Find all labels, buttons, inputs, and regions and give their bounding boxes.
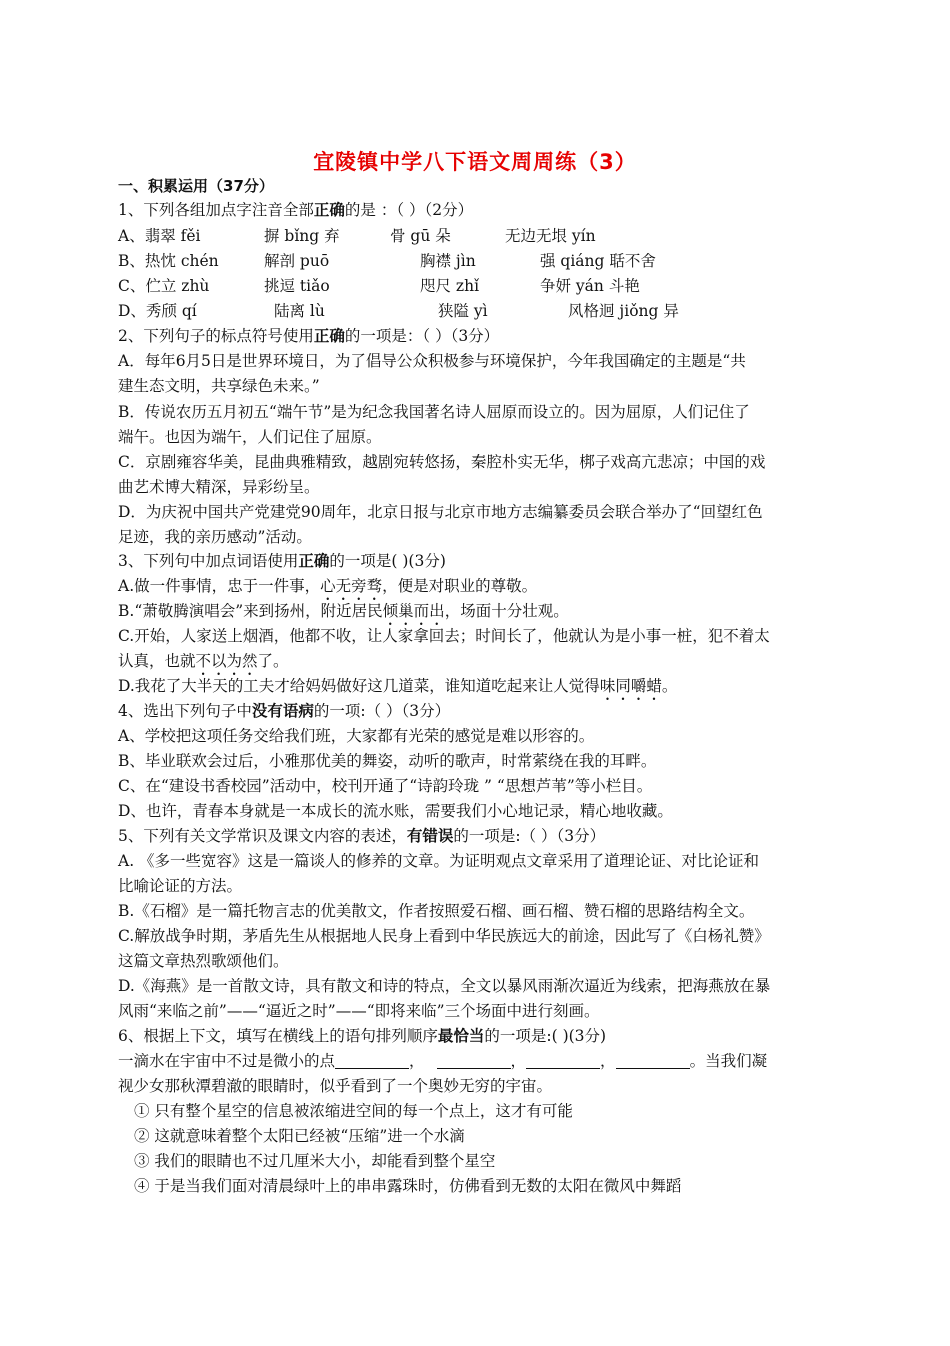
question-6-stem: 6、根据上下文，填写在横线上的语句排列顺序最恰当的一项是:( )(3分) [118, 1027, 607, 1045]
dotted-term: 心无旁骛 [320, 577, 383, 595]
q5-text-line: 这篇文章热烈歌颂他们。 [118, 952, 289, 970]
q1-option-d: D、秀颀 qí 陆离 lù 狭隘 yì 风格迥 jiǒng 异 [118, 302, 679, 320]
q6-option: ① 只有整个星空的信息被浓缩进空间的每一个点上，这才有可能 [134, 1102, 573, 1120]
q6-fill-sentence: 一滴水在宇宙中不过是微小的点 ， ， ， 。当我们凝 [118, 1052, 768, 1070]
q2-text-line: C．京剧雍容华美，昆曲典雅精致，越剧宛转悠扬，秦腔朴实无华，梆子戏高亢悲凉；中国的戏 [118, 453, 766, 471]
q5-text-line: 风雨“来临之前”——“逼近之时”——“即将来临”三个场面中进行刻画。 [118, 1002, 600, 1020]
emphasis: 有错误 [406, 827, 454, 845]
q6-option: ② 这就意味着整个太阳已经被“压缩”进一个水滴 [134, 1127, 465, 1145]
q6-option: ③ 我们的眼睛也不过几厘米大小，却能看到整个星空 [134, 1152, 496, 1170]
q2-text-line: A．每年6月5日是世界环境日，为了倡导公众积极参与环境保护，今年我国确定的主题是“共 [118, 352, 746, 370]
q3-option-c: C.开始，人家送上烟酒，他都不收，让人家拿回去；时间长了，他就认为是小事一桩，犯不着太 [118, 627, 770, 645]
q3-option-b: B.“萧敬腾演唱会”来到扬州，附近居民倾巢而出，场面十分壮观。 [118, 602, 569, 620]
page-title: 宜陵镇中学八下语文周周练（3） [313, 150, 637, 174]
q1-option-a: A、翡翠 fěi 摒 bǐng 弃 骨 gū 朵 无边无垠 yín [118, 227, 596, 245]
q3-option-c-cont: 认真，也就不以为然了。 [118, 652, 289, 670]
answer-blank[interactable] [526, 1052, 600, 1069]
q1-option-b: B、热忱 chén 解剖 puō 胸襟 jìn 强 qiáng 聒不舍 [118, 252, 656, 270]
question-5-stem: 5、下列有关文学常识及课文内容的表述，有错误的一项是:（ ）（3分） [118, 827, 606, 845]
q5-text-line: A. 《多一些宽容》这是一篇谈人的修养的文章。为证明观点文章采用了道理论证、对比论证和 [118, 852, 760, 870]
q2-text-line: B．传说农历五月初五“端午节”是为纪念我国著名诗人屈原而设立的。因为屈原，人们记住了 [118, 403, 750, 421]
dotted-term: 不以为然 [195, 652, 258, 670]
q6-fill-sentence-cont: 视少女那秋潭碧澈的眼睛时，似乎看到了一个奥妙无穷的宇宙。 [118, 1077, 553, 1095]
dotted-term: 倾巢而出 [382, 602, 445, 620]
section-heading: 一、积累运用（37分） [118, 177, 274, 195]
question-2-stem: 2、下列句子的标点符号使用正确的一项是：（ ）（3分） [118, 327, 500, 345]
q1-option-c: C、伫立 zhù 挑逗 tiǎo 咫尺 zhǐ 争妍 yán 斗艳 [118, 277, 640, 295]
q2-text-line: 足迹，我的亲历感动”活动。 [118, 528, 312, 546]
q5-text-line: 比喻论证的方法。 [118, 877, 243, 895]
answer-blank[interactable] [616, 1052, 690, 1069]
answer-blank[interactable] [437, 1052, 511, 1069]
emphasis: 正确 [313, 201, 345, 219]
emphasis: 正确 [298, 552, 330, 570]
emphasis: 正确 [313, 327, 345, 345]
q5-text-line: C.解放战争时期，茅盾先生从根据地人民身上看到中华民族远大的前途，因此写了《白杨礼赞》 [118, 927, 770, 945]
question-1-stem: 1、下列各组加点字注音全部正确的是 ：（ ）（2分） [118, 201, 474, 219]
q3-option-a: A.做一件事情，忠于一件事，心无旁骛，便是对职业的尊敬。 [118, 577, 538, 595]
q6-option: ④ 于是当我们面对清晨绿叶上的串串露珠时，仿佛看到无数的太阳在微风中舞蹈 [134, 1177, 682, 1195]
q2-text-line: 端午。也因为端午，人们记住了屈原。 [118, 428, 382, 446]
q5-text-line: B.《石榴》是一篇托物言志的优美散文，作者按照爱石榴、画石榴、赞石榴的思路结构全文。 [118, 902, 755, 920]
q4-option: D、也许，青春本身就是一本成长的流水账，需要我们小心地记录，精心地收藏。 [118, 802, 673, 820]
answer-blank[interactable] [335, 1052, 409, 1069]
q2-text-line: 曲艺术博大精深，异彩纷呈。 [118, 478, 320, 496]
question-3-stem: 3、下列句中加点词语使用正确的一项是( )(3分) [118, 552, 446, 570]
dotted-term: 味同嚼蜡 [599, 677, 662, 695]
q4-option: A、学校把这项任务交给我们班，大家都有光荣的感觉是难以形容的。 [118, 727, 595, 745]
q2-text-line: 建生态文明，共享绿色未来。” [118, 377, 320, 395]
q4-option: B、毕业联欢会过后，小雅那优美的舞姿，动听的歌声，时常萦绕在我的耳畔。 [118, 752, 657, 770]
question-4-stem: 4、选出下列句子中没有语病的一项:（ ）（3分） [118, 702, 451, 720]
q2-text-line: D．为庆祝中国共产党建党90周年，北京日报与北京市地方志编纂委员会联合举办了“回望红色 [118, 503, 763, 521]
q5-text-line: D.《海燕》是一首散文诗，具有散文和诗的特点，全文以暴风雨渐次逼近为线索，把海燕放在暴 [118, 977, 771, 995]
emphasis: 没有语病 [251, 702, 314, 720]
q4-option: C、在“建设书香校园”活动中，校刊开通了“诗韵玲珑 ” “思想芦苇”等小栏目。 [118, 777, 653, 795]
q3-option-d: D.我花了大半天的工夫才给妈妈做好这几道菜，谁知道吃起来让人觉得味同嚼蜡。 [118, 677, 678, 695]
emphasis: 最恰当 [437, 1027, 485, 1045]
